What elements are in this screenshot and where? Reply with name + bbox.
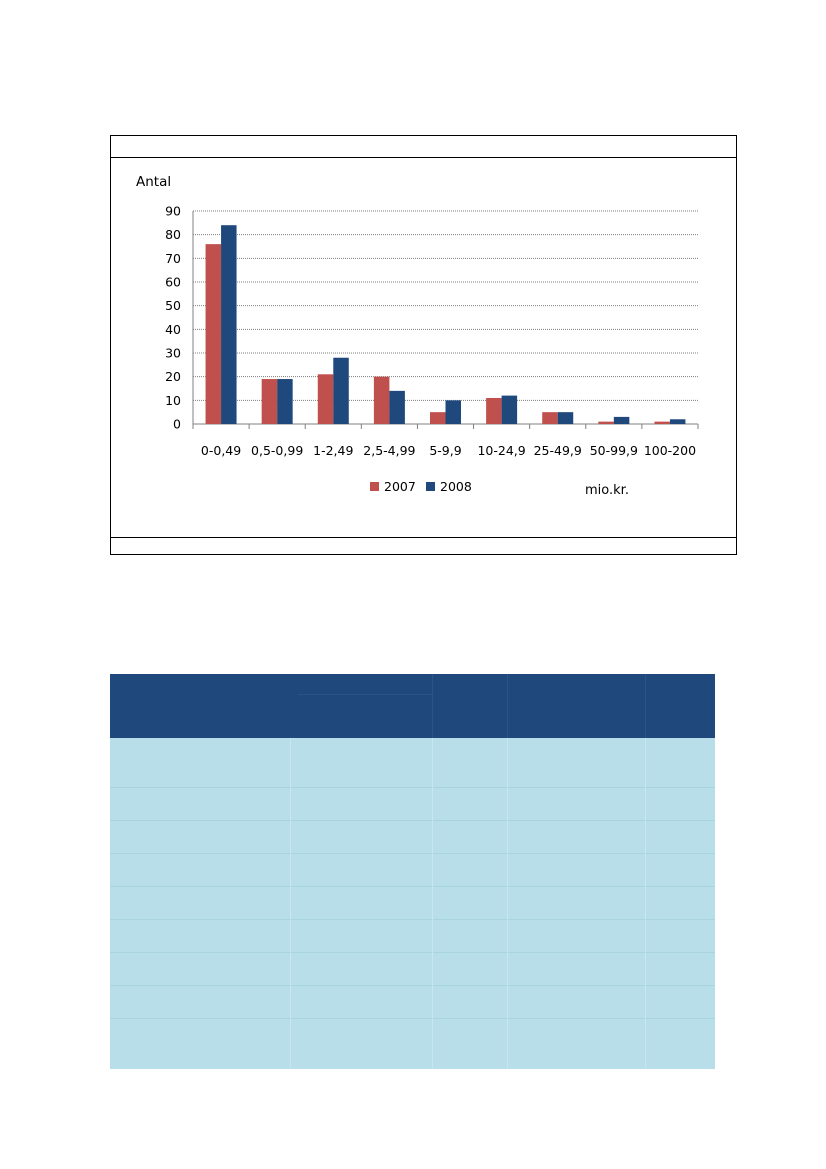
bar-2007 [542, 412, 558, 424]
legend-label: 2008 [440, 479, 472, 494]
x-tick-label: 1-2,49 [313, 443, 354, 458]
y-tick-label: 0 [173, 416, 181, 432]
x-tick-label: 25-49,9 [533, 443, 582, 458]
table-col-divider [645, 738, 646, 1069]
y-tick-label: 40 [165, 321, 181, 337]
y-tick-label: 90 [165, 203, 181, 219]
y-tick-label: 70 [165, 250, 181, 266]
y-axis-label: Antal [136, 174, 172, 190]
x-unit-label: mio.kr. [585, 483, 629, 498]
table-col-divider [507, 738, 508, 1069]
bar-2007 [654, 422, 670, 424]
x-tick-label: 10-24,9 [477, 443, 526, 458]
table-row-divider [110, 952, 715, 953]
table-row-divider [110, 853, 715, 854]
table-row-divider [110, 985, 715, 986]
table-header [110, 674, 715, 738]
chart-frame [110, 135, 737, 555]
legend-swatch-2008 [426, 482, 435, 491]
bar-2008 [446, 400, 462, 424]
y-tick-label: 60 [165, 274, 181, 290]
y-tick-label: 80 [165, 227, 181, 243]
table-row-divider [110, 1018, 715, 1019]
bar-2007 [206, 244, 222, 424]
table-body [110, 738, 715, 1069]
table-col-divider [432, 738, 433, 1069]
bar-2008 [670, 419, 686, 424]
x-tick-label: 0-0,49 [200, 443, 242, 458]
bar-chart [111, 136, 738, 556]
bar-2008 [389, 391, 405, 424]
x-tick-label: 100-200 [643, 443, 697, 458]
legend-label: 2007 [384, 479, 416, 494]
table-col-divider [290, 738, 291, 1069]
header-col-divider [432, 674, 433, 738]
bar-2007 [430, 412, 446, 424]
table-row-divider [110, 787, 715, 788]
bar-2008 [558, 412, 574, 424]
table-row-divider [110, 886, 715, 887]
x-tick-label: 2,5-4,99 [363, 443, 416, 458]
x-tick-label: 0,5-0,99 [251, 443, 304, 458]
bar-2007 [374, 377, 390, 424]
bar-2007 [486, 398, 502, 424]
y-tick-label: 10 [165, 392, 181, 408]
bar-2007 [318, 374, 334, 424]
bar-2008 [614, 417, 630, 424]
bar-2008 [277, 379, 293, 424]
bar-2007 [262, 379, 278, 424]
x-tick-label: 5-9,9 [429, 443, 462, 458]
table-row-divider [110, 919, 715, 920]
y-tick-label: 20 [165, 369, 181, 385]
x-tick-label: 50-99,9 [589, 443, 638, 458]
table-row-divider [110, 820, 715, 821]
header-col-divider [507, 674, 508, 738]
data-table [110, 674, 715, 1069]
y-tick-label: 30 [165, 345, 181, 361]
header-col-divider [645, 674, 646, 738]
y-tick-label: 50 [165, 298, 181, 314]
bar-2008 [221, 225, 237, 424]
legend-swatch-2007 [370, 482, 379, 491]
header-subdivider [298, 694, 432, 695]
bar-2007 [598, 422, 614, 424]
bar-2008 [333, 358, 349, 424]
bar-2008 [502, 396, 517, 424]
